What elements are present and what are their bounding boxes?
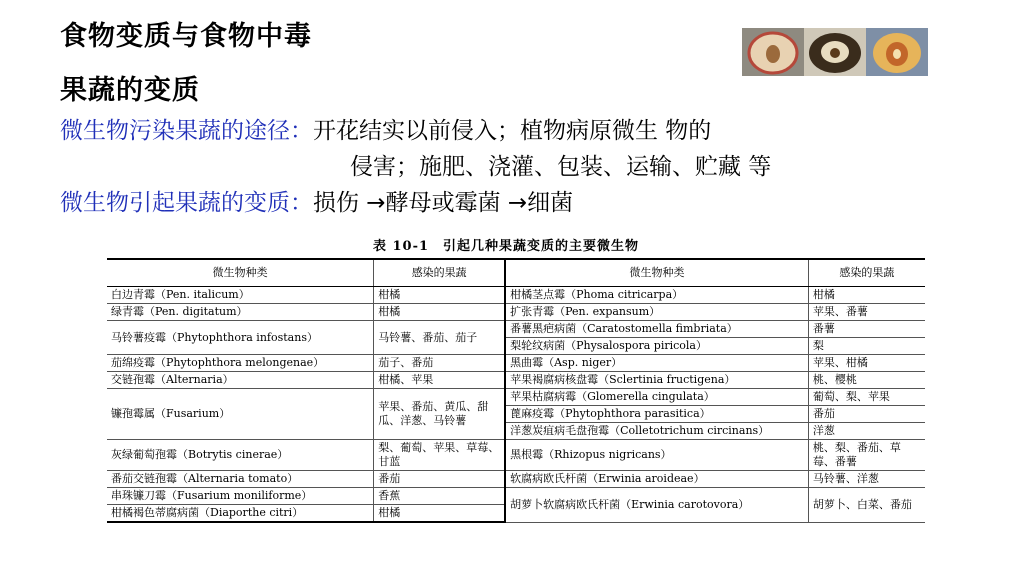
header-produce-1: 感染的果蔬 (374, 259, 505, 287)
microbe-cell: 马铃薯疫霉（Phytophthora infostans） (107, 321, 374, 355)
microbe-cell: 洋葱炭疽病毛盘孢霉（Colletotrichum circinans） (505, 423, 808, 440)
produce-cell: 番茄 (374, 471, 505, 488)
microbe-cell: 苹果褐腐病核盘霉（Sclertinia fructigena） (505, 372, 808, 389)
header-microbe-1: 微生物种类 (107, 259, 374, 287)
microbe-cell: 绿青霉（Pen. digitatum） (107, 304, 374, 321)
produce-cell: 马铃薯、洋葱 (808, 471, 925, 488)
table-caption: 表 10-1 引起几种果蔬变质的主要微生物 (372, 239, 640, 254)
table-row (107, 471, 925, 488)
produce-cell: 柑橘 (374, 505, 505, 523)
table-row (107, 389, 925, 406)
microbe-cell: 白边青霉（Pen. italicum） (107, 287, 374, 304)
pathway-label: 微生物污染果蔬的途径： (60, 118, 313, 144)
produce-cell: 桃、梨、番茄、草莓、番薯 (808, 440, 925, 471)
header-microbe-2: 微生物种类 (505, 259, 808, 287)
produce-cell: 苹果、番茄、黄瓜、甜瓜、洋葱、马铃薯 (374, 389, 505, 440)
produce-cell: 柑橘 (374, 304, 505, 321)
produce-cell: 苹果、柑橘 (808, 355, 925, 372)
table-row (107, 287, 925, 304)
microbe-cell: 番茄交链孢霉（Alternaria tomato） (107, 471, 374, 488)
pathway-line-1 (60, 112, 711, 145)
pathway-line-2 (350, 148, 771, 181)
microbe-cell: 串珠镰刀霉（Fusarium moniliforme） (107, 488, 374, 505)
table-row (107, 355, 925, 372)
section-heading: 果蔬的变质 (60, 75, 200, 106)
produce-cell: 桃、樱桃 (808, 372, 925, 389)
microbe-cell: 梨轮纹病菌（Physalospora piricola） (505, 338, 808, 355)
produce-cell: 番薯 (808, 321, 925, 338)
moldy-fruit-photo-icon (866, 28, 928, 76)
fruit-photo-strip (742, 28, 928, 76)
page-title: 食物变质与食物中毒 (60, 21, 312, 52)
produce-cell: 葡萄、梨、苹果 (808, 389, 925, 406)
produce-cell: 梨、葡萄、苹果、草莓、甘蓝 (374, 440, 505, 471)
spoilage-line (60, 184, 573, 217)
microbe-cell: 苹果枯腐病霉（Glomerella cingulata） (505, 389, 808, 406)
microbe-cell: 交链孢霉（Alternaria） (107, 372, 374, 389)
microbe-cell: 扩张青霉（Pen. expansum） (505, 304, 808, 321)
produce-cell: 胡萝卜、白菜、番茄 (808, 488, 925, 523)
microbe-cell: 茄绵疫霉（Phytophthora melongenae） (107, 355, 374, 372)
produce-cell: 柑橘、苹果 (374, 372, 505, 389)
produce-cell: 马铃薯、番茄、茄子 (374, 321, 505, 355)
microbe-cell: 黑根霉（Rhizopus nigricans） (505, 440, 808, 471)
microbe-cell: 柑橘茎点霉（Phoma citricarpa） (505, 287, 808, 304)
microbe-cell: 软腐病欧氏杆菌（Erwinia aroideae） (505, 471, 808, 488)
produce-cell: 洋葱 (808, 423, 925, 440)
spoilage-text: 损伤 →酵母或霉菌 →细菌 (313, 190, 574, 216)
microorganism-table (107, 258, 925, 523)
produce-cell: 梨 (808, 338, 925, 355)
table-row (107, 440, 925, 471)
produce-cell: 柑橘 (374, 287, 505, 304)
microbe-cell: 蓖麻疫霉（Phytophthora parasitica） (505, 406, 808, 423)
produce-cell: 茄子、番茄 (374, 355, 505, 372)
microbe-cell: 镰孢霉属（Fusarium） (107, 389, 374, 440)
microbe-cell: 柑橘褐色蒂腐病菌（Diaporthe citri） (107, 505, 374, 523)
produce-cell: 香蕉 (374, 488, 505, 505)
rotten-fruit-photo-icon (804, 28, 866, 76)
table-row (107, 372, 925, 389)
produce-cell: 柑橘 (808, 287, 925, 304)
pathway-text-2: 侵害；施肥、浇灌、包装、运输、贮藏 等 (350, 154, 772, 180)
table-row (107, 321, 925, 338)
pathway-text-1: 开花结实以前侵入；植物病原微生 物的 (313, 118, 712, 144)
produce-cell: 苹果、番薯 (808, 304, 925, 321)
header-produce-2: 感染的果蔬 (808, 259, 925, 287)
table-row (107, 304, 925, 321)
cut-apple-photo-icon (742, 28, 804, 76)
microbe-cell: 灰绿葡萄孢霉（Botrytis cinerae） (107, 440, 374, 471)
microbe-cell: 黑曲霉（Asp. niger） (505, 355, 808, 372)
table-header-row (107, 259, 925, 287)
produce-cell: 番茄 (808, 406, 925, 423)
microbe-cell: 胡萝卜软腐病欧氏杆菌（Erwinia carotovora） (505, 488, 808, 523)
spoilage-label: 微生物引起果蔬的变质： (60, 190, 313, 216)
table-row (107, 488, 925, 505)
microbe-cell: 番薯黑疤病菌（Caratostomella fimbriata） (505, 321, 808, 338)
